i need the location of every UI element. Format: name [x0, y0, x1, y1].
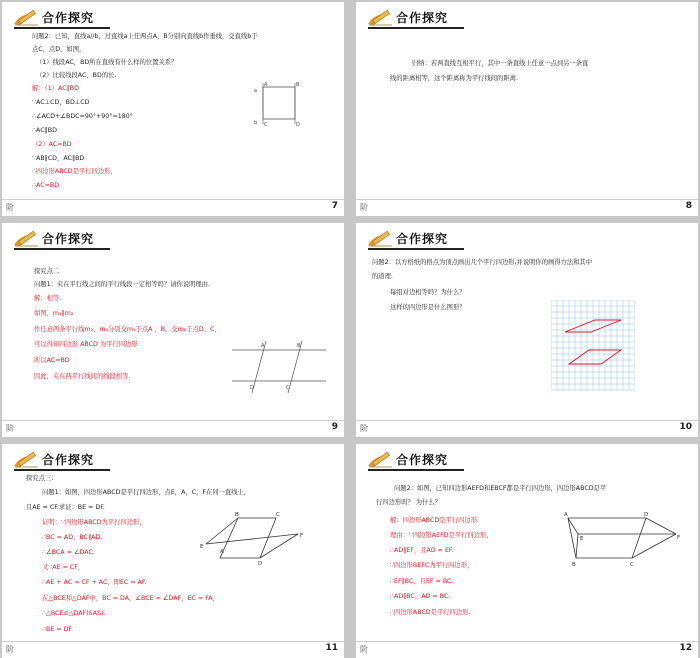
solution-line: ∴AE + AC = CF + AC，即EC = AF. — [42, 579, 147, 586]
label-D: D — [258, 561, 263, 566]
grid-paper-figure — [551, 300, 635, 392]
parallelogram-figure — [198, 510, 308, 566]
solution-line: ∴四边形ABCD是平行四边形. — [390, 609, 471, 616]
slide-number: 11 — [325, 643, 338, 653]
footer-label: 阶 — [360, 645, 368, 654]
text-line: 行四边形吗？ 为什么？ — [376, 499, 441, 506]
title-underline — [368, 27, 464, 29]
slide-header — [366, 450, 486, 470]
slide-header — [366, 8, 486, 28]
footer-label: 阶 — [6, 645, 14, 654]
slide-9[interactable] — [2, 223, 344, 437]
text-line: 探究点二 — [34, 268, 60, 275]
slide-header — [366, 229, 486, 249]
pencil-icon — [366, 452, 394, 468]
text-line: 每组对边相等吗？为什么？ — [390, 289, 466, 296]
label-C: C — [630, 562, 634, 568]
slide-header — [12, 229, 132, 249]
footer-label: 阶 — [6, 203, 14, 212]
slide-footer — [2, 199, 344, 216]
title-underline — [368, 248, 464, 250]
text-line: 点C，点D，如图， — [32, 46, 86, 53]
pencil-icon — [12, 452, 40, 468]
solution-line: ∴△BCE≌△DAF(SAS). — [42, 610, 106, 617]
slide-footer — [2, 641, 344, 658]
text-line: ∴∠ACD+∠BDC=90°+90°=180° — [32, 113, 133, 120]
title-underline — [14, 248, 110, 250]
solution-line: ∴AD∥BC，AD = BC. — [390, 593, 451, 600]
label-C: C — [264, 122, 268, 128]
title-underline — [14, 27, 110, 29]
slide-10[interactable] — [356, 223, 698, 437]
parallel-lines-figure — [252, 80, 302, 128]
label-A: A — [220, 549, 224, 555]
slide-number: 12 — [679, 643, 692, 653]
text-line: 问题2：如图，已知四边形AEFD和EBCF都是平行四边形，四边形ABCD是平 — [394, 485, 607, 492]
slide-8[interactable] — [356, 2, 698, 216]
solution-line: 理由：∵四边形AEFD是平行四边形， — [390, 532, 493, 539]
text-line: ∵AC⊥CD，BD⊥CD — [32, 99, 90, 106]
solution-line: ∴AC=BD — [32, 182, 60, 189]
solution-line: 解：四边形ABCD是平行四边形. — [390, 517, 480, 524]
solution-line: （2）AC=BD — [32, 141, 72, 148]
solution-line: ∴BE = DF. — [42, 626, 74, 633]
label-F: F — [677, 535, 681, 541]
slide-footer — [356, 420, 698, 437]
label-D: D — [644, 512, 649, 518]
label-A: A — [261, 343, 265, 349]
label-E: E — [200, 544, 204, 550]
slide-header — [12, 8, 132, 28]
label-B: B — [297, 343, 301, 349]
pencil-icon — [12, 10, 40, 26]
pencil-icon — [366, 10, 394, 26]
pencil-icon — [12, 231, 40, 247]
section-title: 合作探究 — [42, 11, 95, 25]
text-line: （2）比较线段AC，BD的长. — [36, 72, 117, 79]
title-underline — [368, 469, 464, 471]
text-line: 归纳：若两直线互相平行，其中一条直线上任意一点到另一条直 — [412, 60, 589, 67]
label-B: B — [235, 512, 239, 518]
text-line: ∵AB∥CD，AC∥BD — [32, 155, 85, 162]
solution-line: 如图，m₁∥m₂ — [34, 310, 74, 317]
section-title: 合作探究 — [396, 453, 449, 467]
label-C: C — [276, 512, 280, 518]
solution-line: 解：相等. — [34, 295, 62, 302]
solution-line: 解：（1）AC∥BD — [32, 85, 79, 92]
slide-footer — [356, 199, 698, 216]
pencil-icon — [366, 231, 394, 247]
text-line: 线的距离相等，这个距离称为平行线间的距离. — [390, 75, 518, 82]
text-line: 问题1：如图，四边形ABCD是平行四边形，点E，A，C，F在同一直线上， — [42, 489, 251, 496]
solution-line: ∵四边形BEFC为平行四边形， — [390, 562, 474, 569]
solution-line: 因此，夹在两平行线间的线段相等. — [34, 373, 131, 380]
slide-12[interactable] — [356, 444, 698, 658]
label-b: b — [254, 120, 258, 126]
label-F: F — [300, 533, 304, 539]
text-line: 问题1：夹在平行线之间的平行线段一定相等吗？请你说明理由. — [34, 281, 211, 288]
section-title: 合作探究 — [42, 232, 95, 246]
solution-line: 又∵AE = CF， — [42, 564, 85, 571]
text-line: 问题2：已知，直线a//b，过直线a上任两点A，B分别向直线b作垂线，交直线b于 — [32, 33, 258, 40]
section-title: 合作探究 — [42, 453, 95, 467]
label-D: D — [250, 385, 254, 391]
title-underline — [14, 469, 110, 471]
text-line: （1）线段AC，BD所在直线有什么样的位置关系？ — [36, 59, 178, 66]
solution-line: ∴EF∥BC，且EF = BC. — [390, 578, 454, 585]
section-title: 合作探究 — [396, 11, 449, 25]
text-line: 且AE = CF.求证：BE = DF. — [26, 504, 105, 511]
text-line: 探究点三： — [26, 475, 58, 482]
label-B: B — [572, 562, 576, 568]
text-line: 的道理. — [372, 273, 393, 280]
label-C: C — [286, 385, 290, 391]
transversal-figure — [230, 335, 330, 395]
text-line: 问题2：以方格纸的格点为顶点画出几个平行四边形,并说明你的画得方法和其中 — [372, 259, 593, 266]
slide-footer — [2, 420, 344, 437]
slide-footer — [356, 641, 698, 658]
label-B: B — [296, 82, 300, 88]
prism-parallelogram-figure — [560, 510, 688, 570]
section-title: 合作探究 — [396, 232, 449, 246]
slide-header — [12, 450, 132, 470]
solution-line: ∴AD∥EF，且AD = EF. — [390, 547, 454, 554]
slide-11[interactable] — [2, 444, 344, 658]
solution-line: ∴四边形ABCD是平行四边形， — [32, 168, 117, 175]
solution-line: ∴∠BCA = ∠DAC. — [42, 549, 95, 556]
label-a: a — [254, 88, 258, 94]
solution-line: ∴BC = AD，BC∥AD. — [42, 534, 103, 541]
solution-line: 所以AC=BD — [34, 357, 70, 364]
slide-7[interactable] — [2, 2, 344, 216]
label-A: A — [264, 82, 268, 88]
solution-line: 可以得知四边形 ABCD 为平行四边形 — [34, 341, 138, 348]
label-E: E — [580, 536, 584, 542]
solution-line: 证明：∵四边形ABCD为平行四边形， — [42, 519, 146, 526]
slide-number: 7 — [331, 201, 338, 211]
text-line: 这样的四边形是什么图形？ — [390, 304, 466, 311]
solution-line: 在△BCE和△DAF中，BC = DA，∠BCE = ∠DAF，EC = FA， — [42, 595, 219, 602]
footer-label: 阶 — [360, 203, 368, 212]
label-A: A — [564, 512, 568, 518]
label-D: D — [296, 122, 300, 128]
slide-number: 10 — [679, 422, 692, 432]
solution-line: 作任意两条平行线m₃、m₄分别交m₁于点A ，B，交m₂于点D、C， — [34, 326, 221, 333]
slide-number: 8 — [685, 201, 692, 211]
slide-number: 9 — [331, 422, 338, 432]
footer-label: 阶 — [360, 424, 368, 433]
text-line: ∴AC∥BD — [32, 127, 57, 134]
footer-label: 阶 — [6, 424, 14, 433]
